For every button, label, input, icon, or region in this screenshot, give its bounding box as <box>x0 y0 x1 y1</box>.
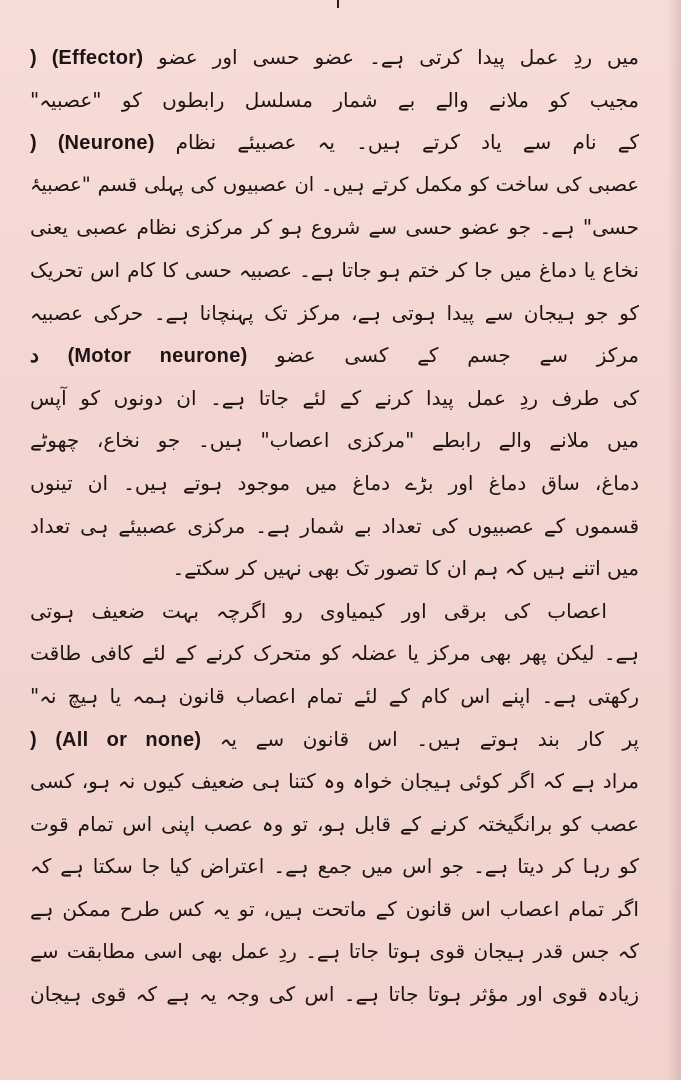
text-line-6 <box>30 249 639 292</box>
line-text: میں ردِ عمل پیدا کرتی ہے۔ عضو حسی اور عضو <box>158 45 639 69</box>
text-line-16 <box>30 675 639 718</box>
text-line-5 <box>30 206 639 249</box>
line-text: میں ملانے والے رابطے "مرکزی اعصاب" ہیں۔ جو نخاع، چھوٹے <box>30 428 639 453</box>
text-line-1 <box>30 36 639 79</box>
english-term: (All or none) <box>55 728 202 751</box>
line-text: ہے۔ لیکن پھر بھی مرکز یا عضلہ کو متحرک کرنے کے لئے کافی طاقت <box>30 641 639 666</box>
text-line-4 <box>30 164 639 207</box>
line-text: مجیب کو ملانے والے بے شمار مسلسل رابطوں کو "عصبیہ" <box>30 87 639 112</box>
line-text: کو رہا کر دیتا ہے۔ جو اس میں جمع ہے۔ اعتراض کیا جا سکتا ہے کہ <box>30 854 639 879</box>
line-text: پر کار بند ہوتے ہیں۔ اس قانون سے یہ <box>219 726 639 751</box>
english-term: (Effector) <box>51 47 143 69</box>
bracket-mark: ( <box>30 728 37 751</box>
line-text: اگر تمام اعصاب اس قانون کے ماتحت ہیں، تو یہ کس طرح ممکن ہے <box>30 896 639 921</box>
line-text: کی طرف ردِ عمل پیدا کرنے کے لئے جاتا ہے۔ ان دونوں کو آپس <box>30 385 639 410</box>
text-line-14 <box>30 590 639 633</box>
line-text: قسموں کے عصبیوں کی تعداد بے شمار ہے۔ مرکزی عصبیئے ہی تعداد <box>30 513 639 538</box>
line-text: عصب کو برانگیختہ کرنے کے قابل ہو، تو وہ عصب اپنی اس تمام قوت <box>30 811 639 836</box>
line-text: عصبی کی ساخت کو مکمل کرتے ہیں۔ ان عصبیوں کی پہلی قسم "عصبیۂ <box>30 172 639 196</box>
line-text: دماغ، ساق دماغ اور بڑے دماغ میں موجود ہوتے ہیں۔ ان تینوں <box>30 470 639 495</box>
page-edge-shadow <box>667 0 681 1080</box>
english-term: (Motor neurone) <box>67 345 248 368</box>
text-line-11 <box>30 462 639 505</box>
bracket-mark: ( <box>30 132 37 155</box>
text-line-23 <box>30 973 639 1016</box>
text-line-10 <box>30 419 639 462</box>
bracket-mark: د <box>30 345 39 368</box>
text-line-13 <box>30 547 639 590</box>
line-text: رکھتی ہے۔ اپنے اس کام کے لئے تمام اعصاب قانون ہمہ یا ہیچ نہ" <box>30 683 639 708</box>
page-top-mark <box>337 0 339 8</box>
line-text: مراد ہے کہ اگر کوئی ہیجان خواہ وہ کتنا ہی ضعیف کیوں نہ ہو، کسی <box>30 769 639 794</box>
text-line-12 <box>30 505 639 548</box>
text-line-8 <box>30 334 639 377</box>
text-line-20 <box>30 845 639 888</box>
line-text: کے نام سے یاد کرتے ہیں۔ یہ عصبیئے نظام <box>175 130 639 155</box>
text-line-7 <box>30 292 639 335</box>
english-term: (Neurone) <box>57 132 155 155</box>
line-text: حسی" ہے۔ جو عضو حسی سے شروع ہو کر مرکزی نظام عصبی یعنی <box>30 215 639 240</box>
text-line-21 <box>30 888 639 931</box>
text-line-17 <box>30 718 639 761</box>
text-line-19 <box>30 803 639 846</box>
line-text: میں اتنے ہیں کہ ہم ان کا تصور تک بھی نہیں کر سکتے۔ <box>172 556 639 581</box>
text-line-2 <box>30 79 639 122</box>
bracket-mark: ( <box>30 47 37 69</box>
text-line-22 <box>30 930 639 973</box>
line-text: کہ جس قدر ہیجان قوی ہوتا جاتا ہے۔ ردِ عمل بھی اسی مطابقت سے <box>30 939 639 964</box>
line-text: مرکز سے جسم کے کسی عضو <box>276 343 639 368</box>
text-line-18 <box>30 760 639 803</box>
text-line-15 <box>30 632 639 675</box>
line-text: کو جو ہیجان سے پیدا ہوتی ہے، مرکز تک پہنچانا ہے۔ حرکی عصبیہ <box>30 300 639 325</box>
text-line-3 <box>30 121 639 164</box>
page-body-text <box>30 36 639 1016</box>
line-text: زیادہ قوی اور مؤثر ہوتا جاتا ہے۔ اس کی وجہ یہ ہے کہ قوی ہیجان <box>30 982 639 1007</box>
text-line-9 <box>30 377 639 420</box>
line-text: نخاع یا دماغ میں جا کر ختم ہو جاتا ہے۔ عصبیہ حسی کا کام اس تحریک <box>30 257 639 282</box>
line-text: اعصاب کی برقی اور کیمیاوی رو اگرچہ بہت ضعیف ہوتی <box>30 598 607 623</box>
